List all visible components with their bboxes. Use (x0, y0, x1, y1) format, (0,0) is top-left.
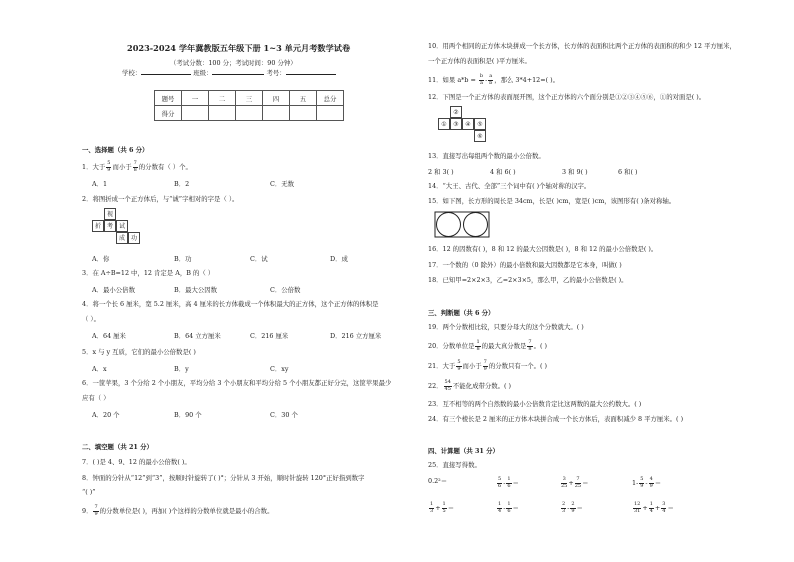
question-19: 19．两个分数相比较，只要分母大的这个分数就大。( ) (428, 323, 584, 331)
question-24: 24．有三个棱长是 2 厘米的正方体木块拼合成一个长方体后，表面积减少 8 平方厘米。( ) (428, 415, 684, 423)
calc-item: 0.2²＝ (428, 477, 448, 485)
question-5: 5．x 与 y 互质，它们的最小公倍数是( ) (82, 348, 196, 356)
option[interactable]: C．公倍数 (270, 286, 301, 294)
question-4-cont: （ ）。 (82, 315, 101, 323)
option[interactable]: B．2 (174, 180, 190, 188)
score-cell[interactable] (263, 106, 290, 121)
option[interactable]: B．y (174, 365, 189, 373)
score-cell[interactable] (182, 106, 209, 121)
option[interactable]: C．xy (270, 365, 289, 373)
question-15: 15．如下图，长方形的周长是 34cm，长是( )cm，宽是( )cm，该图形有( )条对称轴。 (428, 197, 676, 205)
question-1: 1．大于 $\frac{5}{9}$ 而小于 $\frac{7}{8}$ 的分数有（ ）个。 (82, 160, 192, 173)
question-8-cont: “( )” (82, 488, 96, 496)
question-6-cont: 应有（ ） (82, 394, 110, 402)
calc-item: 1- $\frac{5}{9}$ - $\frac{4}{9}$ ＝ (632, 476, 662, 489)
fraction: $\frac{7}{9}$ (94, 504, 98, 517)
option[interactable]: B．最大公因数 (174, 286, 218, 294)
fraction: $\frac{1}{8}$ (476, 339, 480, 352)
question-10: 10．用两个相同的正方体木块拼成一个长方体，长方体的表面积比两个正方体的表面积的和少 12 平方厘米， (428, 42, 736, 50)
score-table (154, 90, 344, 121)
score-cell[interactable] (209, 106, 236, 121)
question-25: 25．直接写得数。 (428, 461, 481, 469)
option[interactable]: A．x (92, 365, 107, 373)
fraction: $\frac{5}{9}$ (457, 359, 461, 372)
option[interactable]: A．1 (92, 180, 108, 188)
calc-item: $\frac{1}{4}$ - $\frac{1}{6}$ ＝ (498, 501, 519, 514)
question-22: 22． $\frac{54}{45}$ 不能化成带分数。( ) (428, 379, 512, 392)
question-8: 8．钟面的分针从“12”到“3”，按顺时针旋转了( )°；分针从 3 开始，顺时针旋转 120°正好指到数字 (82, 474, 365, 482)
question-12: 12．下图是一个正方体的表面展开图，这个正方体的六个面分别是①②③④⑤⑥，①的对面是( )。 (428, 93, 706, 101)
option[interactable]: B．功 (174, 255, 192, 263)
fraction: $\frac{54}{45}$ (444, 379, 451, 392)
question-16: 16．12 的因数有( )，8 和 12 的最大公因数是( )，8 和 12 的最小公倍数是( )。 (428, 245, 658, 253)
option[interactable]: D．216 立方厘米 (330, 332, 382, 340)
question-9: 9． $\frac{7}{9}$ 的分数单位是( )，再加( )个这样的分数单位就是最小的合数。 (82, 504, 274, 517)
question-11: 11．如果 a*b = $\frac{b}{a}$ - $\frac{a}{b}$ ，那么 3*4+12=( )。 (428, 73, 559, 86)
fraction: $\frac{b}{a}$ (479, 73, 484, 86)
section-heading: 一、选择题（共 6 分） (82, 146, 149, 154)
student-fields: 学校： 班级： 考号： (122, 69, 336, 77)
rectangle-circles-figure (434, 211, 492, 239)
question-2: 2．将图折成一个正方体后，与“诚”字相对的字是（ ）。 (82, 195, 239, 203)
question-10-cont: 一个正方体的表面积是( )平方厘米。 (428, 57, 531, 65)
exam-info: （考试分数：100 分；考试时间：90 分钟） (170, 59, 297, 67)
fraction: $\frac{7}{8}$ (133, 160, 137, 173)
answer-blank[interactable]: 4 和 6( ) (490, 168, 516, 176)
option[interactable]: A．你 (92, 255, 110, 263)
calc-item: $\frac{2}{3}$ - $\frac{2}{9}$ ＝ (562, 501, 583, 514)
question-17: 17．一个数的（0 除外）的最小倍数和最大因数都是它本身，叫做( ) (428, 261, 622, 269)
option[interactable]: C．30 个 (270, 411, 298, 419)
score-cell[interactable] (236, 106, 263, 121)
option[interactable]: A．最小公倍数 (92, 286, 135, 294)
score-cell[interactable] (290, 106, 317, 121)
question-6: 6．一筐苹果，3 个分给 2 个小朋友，平均分给 3 个小朋友和平均分给 5 个小朋友都正好分完，这筐苹果最少 (82, 379, 392, 387)
question-7: 7．( )是 4、9、12 的最小公倍数( )。 (82, 458, 191, 466)
question-14: 14．“大王、古代、全部”三个词中有( )个轴对称的汉字。 (428, 182, 591, 190)
question-23: 23．互不相等的两个自然数的最小公倍数肯定比这两数的最大公约数大。( ) (428, 400, 642, 408)
fraction: $\frac{5}{9}$ (107, 160, 111, 173)
option[interactable]: C．216 厘米 (250, 332, 289, 340)
calc-item: $\frac{1}{3}$ + $\frac{1}{5}$ ＝ (430, 501, 455, 514)
fraction: $\frac{7}{8}$ (528, 339, 532, 352)
question-20: 20．分数单位是 $\frac{1}{8}$ 的最大真分数是 $\frac{7}{8}$ 。( ) (428, 339, 548, 352)
question-4: 4．将一个长 6 厘米，宽 5.2 厘米，高 4 厘米的长方体截成一个体积最大的正方体，这个正方体的体积是 (82, 300, 379, 308)
score-cell[interactable] (317, 106, 344, 121)
answer-blank[interactable]: 2 和 3( ) (428, 168, 454, 176)
option[interactable]: C．无数 (270, 180, 295, 188)
score-table-header-row: 题号 一 二 三 四 五 总分 (155, 91, 344, 106)
option[interactable]: A．20 个 (92, 411, 120, 419)
option[interactable]: A．64 厘米 (92, 332, 126, 340)
option[interactable]: D．成 (330, 255, 348, 263)
calc-item: $\frac{3}{25}$ + $\frac{7}{25}$ ＝ (561, 476, 589, 489)
section-heading: 四、计算题（共 31 分） (428, 447, 499, 455)
fraction: $\frac{a}{b}$ (489, 73, 493, 86)
option[interactable]: B．90 个 (174, 411, 202, 419)
calc-item: $\frac{12}{31}$ + $\frac{1}{4}$ + $\frac{3}{4}$ ＝ (634, 501, 674, 514)
fraction: $\frac{7}{9}$ (483, 359, 487, 372)
section-heading: 二、填空题（共 21 分） (82, 443, 153, 451)
question-21: 21．大于 $\frac{5}{9}$ 而小于 $\frac{7}{9}$ 的分数只有一个。( ) (428, 359, 548, 372)
section-heading: 三、判断题（共 6 分） (428, 309, 495, 317)
score-table-score-row: 得分 (155, 106, 344, 121)
option[interactable]: B．64 立方厘米 (174, 332, 221, 340)
question-18: 18．已知甲=2×2×3，乙=2×3×5，那么甲，乙的最小公倍数是( )。 (428, 276, 628, 284)
answer-blank[interactable]: 6 和( ) (618, 168, 638, 176)
option[interactable]: C．试 (250, 255, 268, 263)
calc-item: $\frac{5}{6}$ - $\frac{1}{6}$ ＝ (498, 476, 519, 489)
question-3: 3．在 A÷B=12 中，12 肯定是 A，B 的（ ） (82, 269, 215, 277)
answer-blank[interactable]: 3 和 9( ) (562, 168, 588, 176)
question-13: 13．直接写出每组两个数的最小公倍数。 (428, 152, 545, 160)
page-title: 2023-2024 学年冀教版五年级下册 1~3 单元月考数学试卷 (127, 43, 351, 53)
